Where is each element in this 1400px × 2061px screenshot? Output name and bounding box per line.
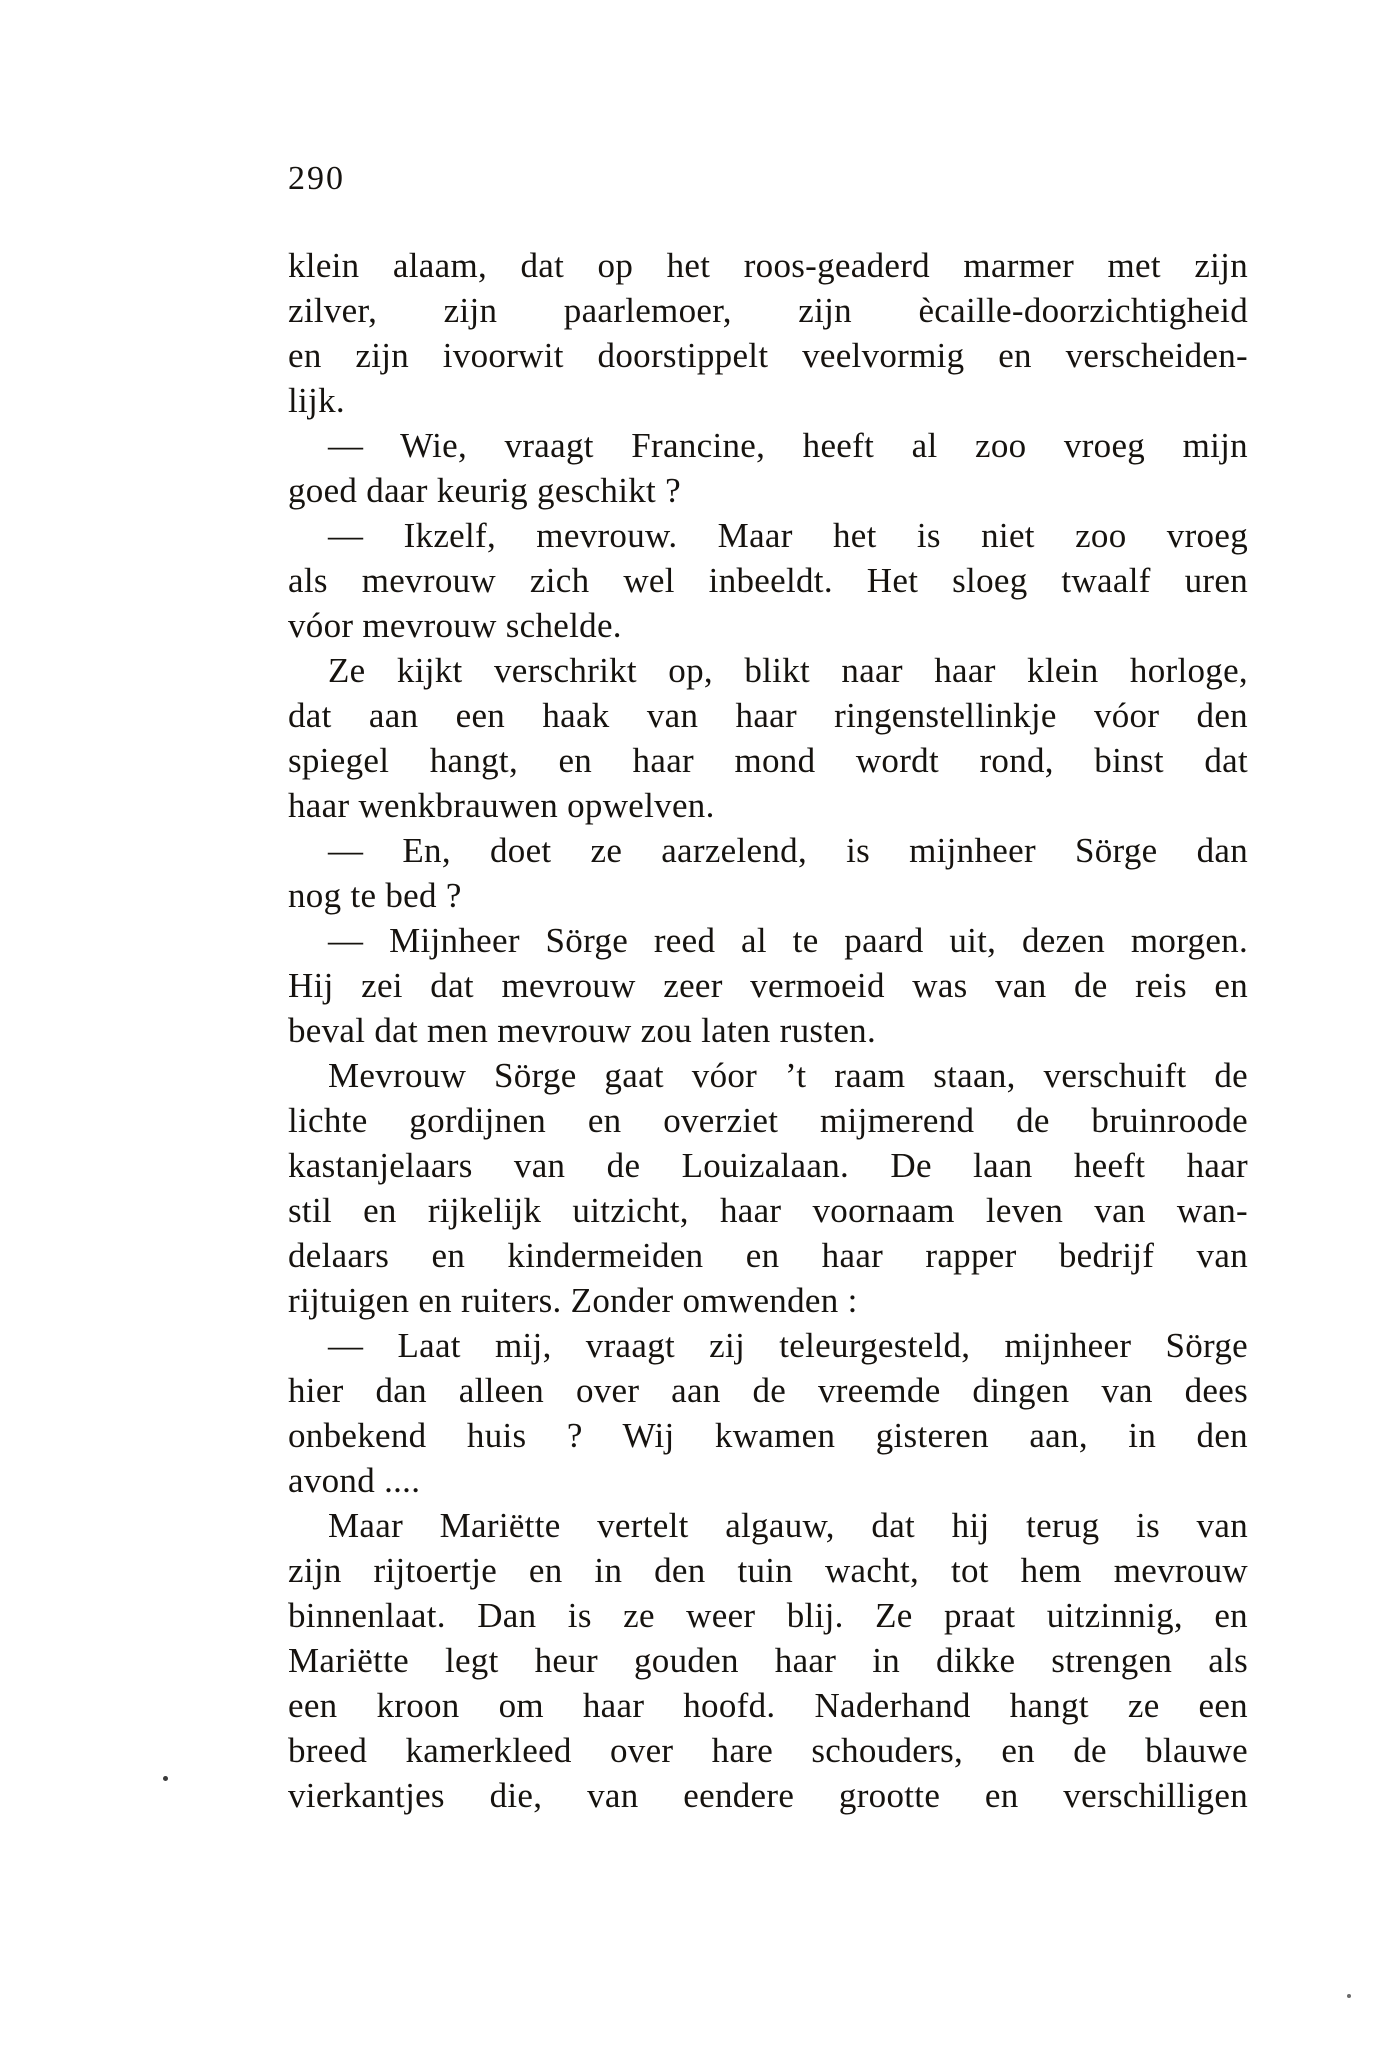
text-line: Mariëtte legt heur gouden haar in dikke strengen als bbox=[288, 1641, 1248, 1680]
text-line: — En, doet ze aarzelend, is mijnheer Sörge dan bbox=[328, 831, 1248, 870]
text-line: een kroon om haar hoofd. Naderhand hangt ze een bbox=[288, 1686, 1248, 1725]
page-number: 290 bbox=[288, 160, 345, 197]
text-line: zijn rijtoertje en in den tuin wacht, tot hem mevrouw bbox=[288, 1551, 1248, 1590]
text-line: haar wenkbrauwen opwelven. bbox=[288, 786, 715, 825]
text-line: spiegel hangt, en haar mond wordt rond, binst dat bbox=[288, 741, 1248, 780]
text-line: klein alaam, dat op het roos-geaderd marmer met zijn bbox=[288, 246, 1248, 285]
text-line: — Wie, vraagt Francine, heeft al zoo vroeg mijn bbox=[328, 426, 1248, 465]
text-line: avond .... bbox=[288, 1461, 421, 1500]
text-line: vóor mevrouw schelde. bbox=[288, 606, 622, 645]
text-line: onbekend huis ? Wij kwamen gisteren aan, in den bbox=[288, 1416, 1248, 1455]
text-line: als mevrouw zich wel inbeeldt. Het sloeg twaalf uren bbox=[288, 561, 1248, 600]
text-line: Ze kijkt verschrikt op, blikt naar haar klein horloge, bbox=[328, 651, 1248, 690]
text-line: nog te bed ? bbox=[288, 876, 462, 915]
text-line: — Mijnheer Sörge reed al te paard uit, dezen morgen. bbox=[328, 921, 1248, 960]
text-line: Mevrouw Sörge gaat vóor ’t raam staan, verschuift de bbox=[328, 1056, 1248, 1095]
text-line: dat aan een haak van haar ringenstellinkje vóor den bbox=[288, 696, 1248, 735]
text-line: vierkantjes die, van eendere grootte en verschilligen bbox=[288, 1776, 1248, 1815]
text-line: stil en rijkelijk uitzicht, haar voornaam leven van wan- bbox=[288, 1191, 1248, 1230]
text-line: hier dan alleen over aan de vreemde dingen van dees bbox=[288, 1371, 1248, 1410]
text-line: en zijn ivoorwit doorstippelt veelvormig en verscheiden- bbox=[288, 336, 1248, 375]
text-line: breed kamerkleed over hare schouders, en de blauwe bbox=[288, 1731, 1248, 1770]
text-line: zilver, zijn paarlemoer, zijn ècaille-doorzichtigheid bbox=[288, 291, 1248, 330]
ink-speck bbox=[163, 1776, 168, 1781]
ink-speck bbox=[1347, 1994, 1351, 1998]
text-line: goed daar keurig geschikt ? bbox=[288, 471, 681, 510]
text-line: lichte gordijnen en overziet mijmerend de bruinroode bbox=[288, 1101, 1248, 1140]
text-line: delaars en kindermeiden en haar rapper bedrijf van bbox=[288, 1236, 1248, 1275]
text-line: — Laat mij, vraagt zij teleurgesteld, mijnheer Sörge bbox=[328, 1326, 1248, 1365]
text-line: — Ikzelf, mevrouw. Maar het is niet zoo vroeg bbox=[328, 516, 1248, 555]
text-line: binnenlaat. Dan is ze weer blij. Ze praat uitzinnig, en bbox=[288, 1596, 1248, 1635]
text-line: rijtuigen en ruiters. Zonder omwenden : bbox=[288, 1281, 858, 1320]
page-text bbox=[288, 243, 1248, 1818]
text-line: Hij zei dat mevrouw zeer vermoeid was van de reis en bbox=[288, 966, 1248, 1005]
text-line: kastanjelaars van de Louizalaan. De laan heeft haar bbox=[288, 1146, 1248, 1185]
text-line: Maar Mariëtte vertelt algauw, dat hij terug is van bbox=[328, 1506, 1248, 1545]
text-line: beval dat men mevrouw zou laten rusten. bbox=[288, 1011, 877, 1050]
text-line: lijk. bbox=[288, 381, 345, 420]
